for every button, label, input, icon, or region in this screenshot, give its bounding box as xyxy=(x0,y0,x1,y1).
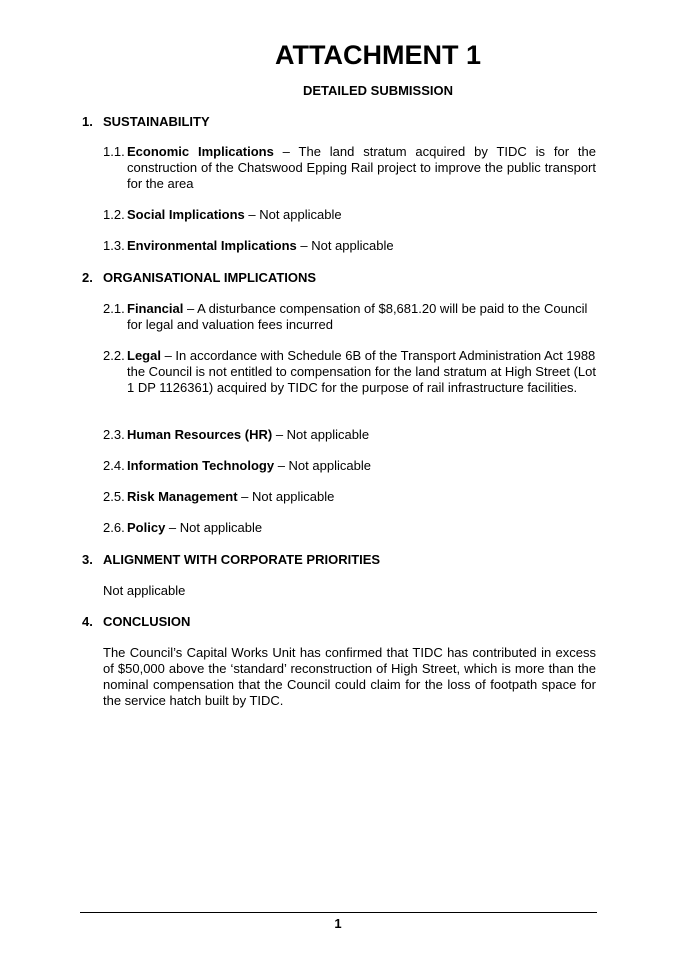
item-number: 1.3. xyxy=(103,238,125,253)
item-body: – Not applicable xyxy=(165,520,263,535)
item-label: Legal xyxy=(127,348,161,363)
item-number: 2.5. xyxy=(103,489,125,504)
page-subtitle: DETAILED SUBMISSION xyxy=(303,83,453,98)
item-text xyxy=(127,348,596,396)
section-title: ORGANISATIONAL IMPLICATIONS xyxy=(103,270,317,285)
section-body: Not applicable xyxy=(103,583,186,598)
list-item xyxy=(103,348,596,396)
section-body: The Council’s Capital Works Unit has confirmed that TIDC has contributed in excess of $50,000 above the ‘standard’ reconstruction of High Street, which is more than the nominal compensation that the Council could claim for the loss of footpath space for the service hatch built by TIDC. xyxy=(103,645,596,708)
list-item xyxy=(103,207,596,223)
item-number: 1.1. xyxy=(103,144,125,159)
item-body: – Not applicable xyxy=(274,458,371,473)
list-item xyxy=(103,489,596,505)
item-label: Policy xyxy=(127,520,166,535)
item-number: 2.1. xyxy=(103,301,125,316)
item-number: 2.2. xyxy=(103,348,125,363)
section-number: 4. xyxy=(82,614,93,629)
section-heading-sustainability xyxy=(82,114,210,129)
item-body: – Not applicable xyxy=(272,427,370,442)
item-label: Information Technology xyxy=(127,458,275,473)
page-number: 1 xyxy=(334,916,342,931)
list-item xyxy=(103,458,596,474)
item-text xyxy=(127,207,596,223)
item-number: 2.4. xyxy=(103,458,125,473)
section-number: 1. xyxy=(82,114,93,129)
item-body: – Not applicable xyxy=(237,489,335,504)
list-item xyxy=(103,301,596,333)
item-label: Human Resources (HR) xyxy=(127,427,273,442)
item-label: Environmental Implications xyxy=(127,238,297,253)
section-heading-conclusion xyxy=(82,614,190,629)
item-body: – The land stratum acquired by TIDC is for the construction of the Chatswood Epping Rail project to improve the public transport for the area xyxy=(127,144,596,191)
item-number: 2.3. xyxy=(103,427,125,442)
page-title: ATTACHMENT 1 xyxy=(275,40,481,70)
item-label: Risk Management xyxy=(127,489,238,504)
item-number: 2.6. xyxy=(103,520,125,535)
section-heading-organisational-implications xyxy=(82,270,316,285)
item-label: Economic Implications xyxy=(127,144,274,159)
item-body: – A disturbance compensation of $8,681.20 will be paid to the Council for legal and valuation fees incurred xyxy=(127,301,588,332)
item-body: – Not applicable xyxy=(244,207,342,222)
item-text xyxy=(127,458,596,474)
section-title: SUSTAINABILITY xyxy=(103,114,210,129)
list-item xyxy=(103,238,596,254)
item-label: Financial xyxy=(127,301,184,316)
item-text xyxy=(127,301,596,333)
item-text xyxy=(127,489,596,505)
section-title: ALIGNMENT WITH CORPORATE PRIORITIES xyxy=(103,552,381,567)
item-text xyxy=(127,427,596,443)
list-item xyxy=(103,144,596,192)
section-number: 2. xyxy=(82,270,93,285)
list-item xyxy=(103,427,596,443)
item-number: 1.2. xyxy=(103,207,125,222)
item-text xyxy=(127,144,596,192)
item-text xyxy=(127,238,596,254)
item-text xyxy=(127,520,596,536)
section-heading-alignment xyxy=(82,552,380,567)
footer-divider xyxy=(80,912,597,913)
item-body: – Not applicable xyxy=(296,238,394,253)
section-title: CONCLUSION xyxy=(103,614,191,629)
item-body: – In accordance with Schedule 6B of the Transport Administration Act 1988 the Council is not entitled to compensation for the land stratum at High Street (Lot 1 DP 1126361) acquired by TIDC for the purpose of rail infrastructure facilities. xyxy=(127,348,596,395)
section-number: 3. xyxy=(82,552,93,567)
item-label: Social Implications xyxy=(127,207,245,222)
list-item xyxy=(103,520,596,536)
